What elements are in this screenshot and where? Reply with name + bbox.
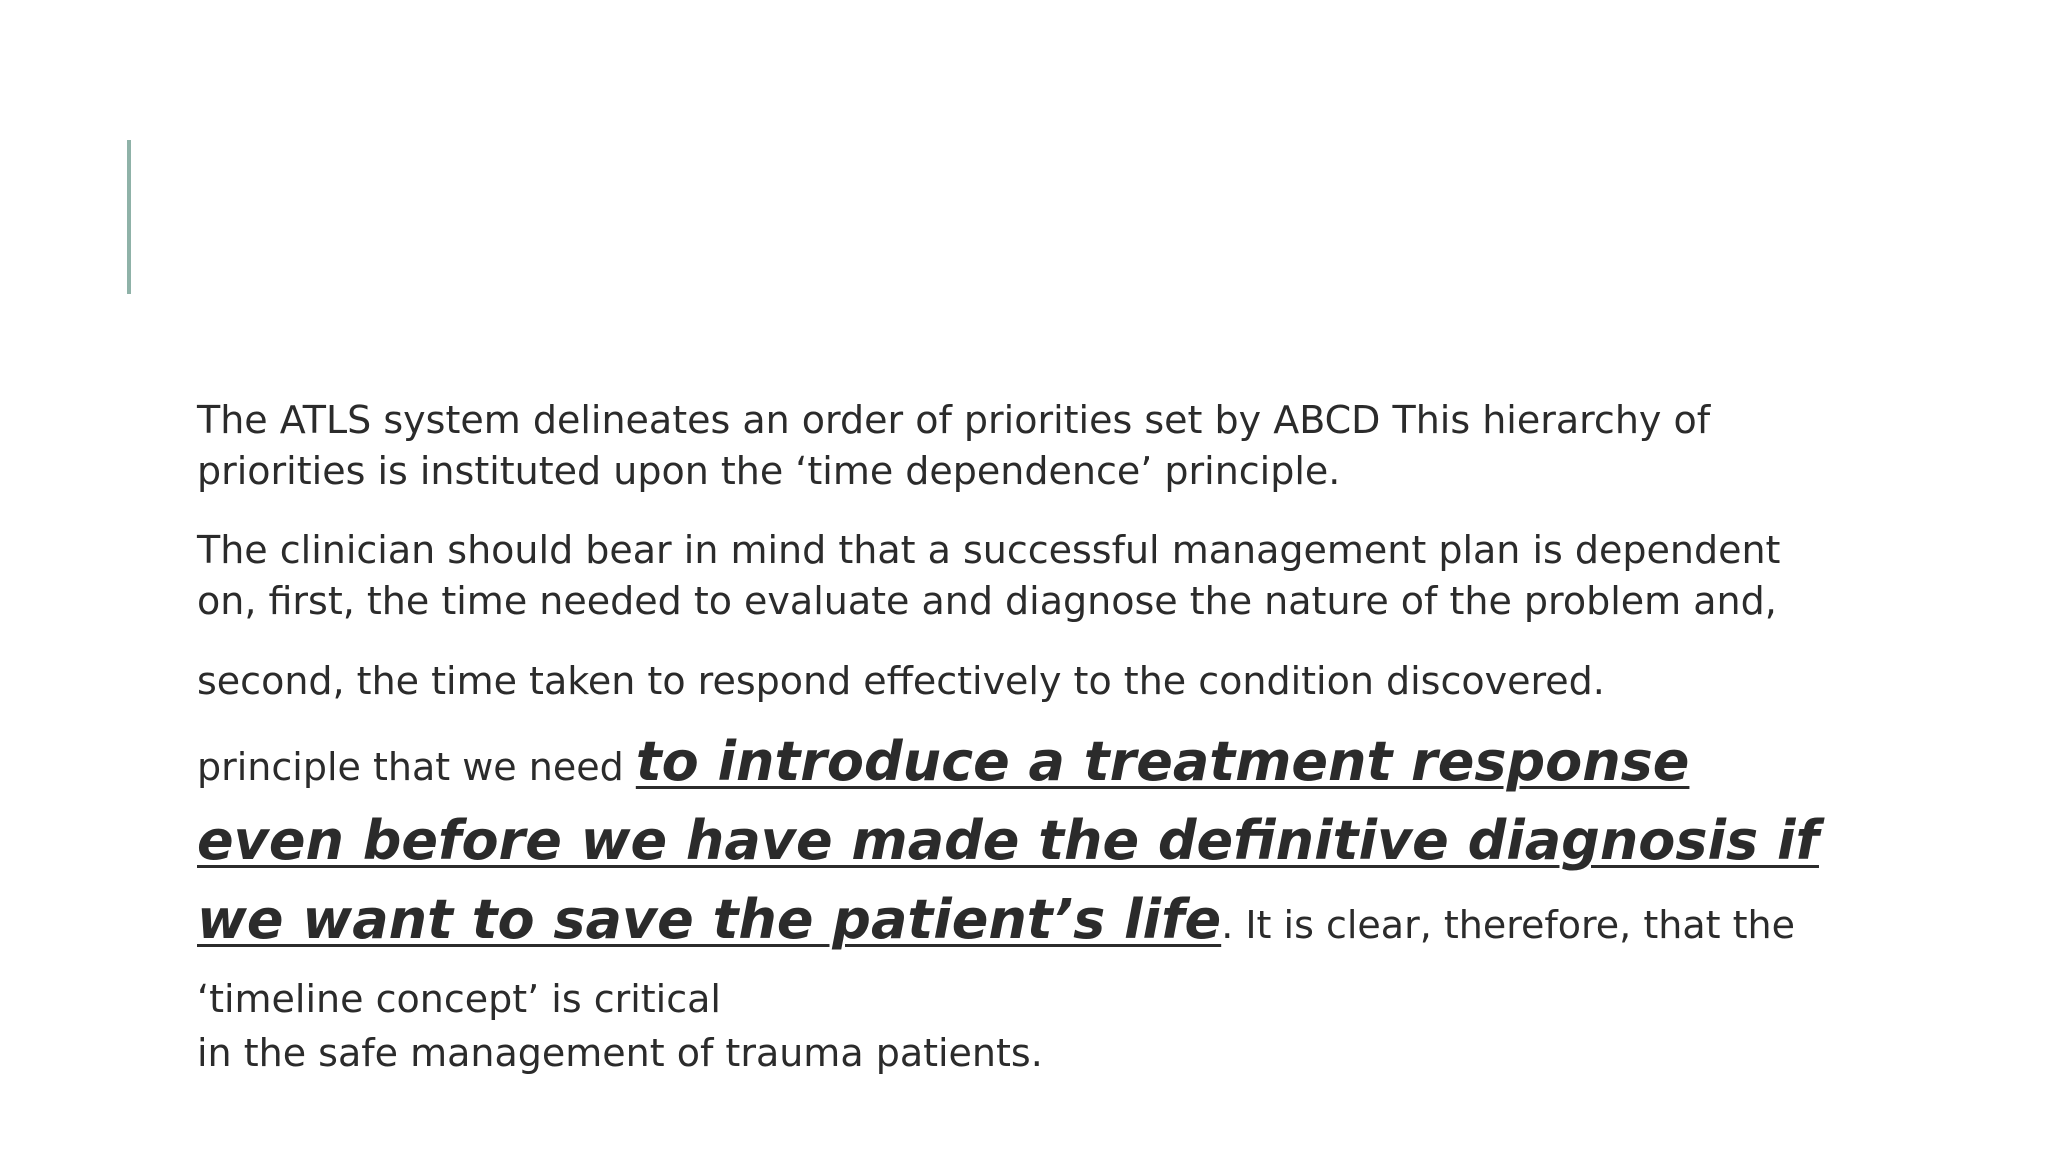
accent-bar xyxy=(127,140,131,294)
paragraph-atls-priorities: The ATLS system delineates an order of priorities set by ABCD This hierarchy of priorities is instituted upon the ‘time dependence’ principle. xyxy=(197,398,1711,493)
slide-body xyxy=(197,395,1837,1079)
principle-tail-text: . It is clear, therefore, that the ‘timeline concept’ is critical xyxy=(197,903,1795,1021)
principle-lead-text: principle that we need xyxy=(197,745,636,789)
emphasized-treatment-statement: to introduce a treatment response even before we have made the definitive diagnosis if we want to save the patient’s life xyxy=(197,730,1819,951)
paragraph-response-time: second, the time taken to respond effectively to the condition discovered. xyxy=(197,659,1605,703)
paragraph-management-plan: The clinician should bear in mind that a successful management plan is dependent on, first, the time needed to evaluate and diagnose the nature of the problem and, xyxy=(197,528,1781,623)
principle-closing-line: in the safe management of trauma patients. xyxy=(197,1031,1043,1075)
paragraph-timeline-principle xyxy=(197,725,1837,1079)
